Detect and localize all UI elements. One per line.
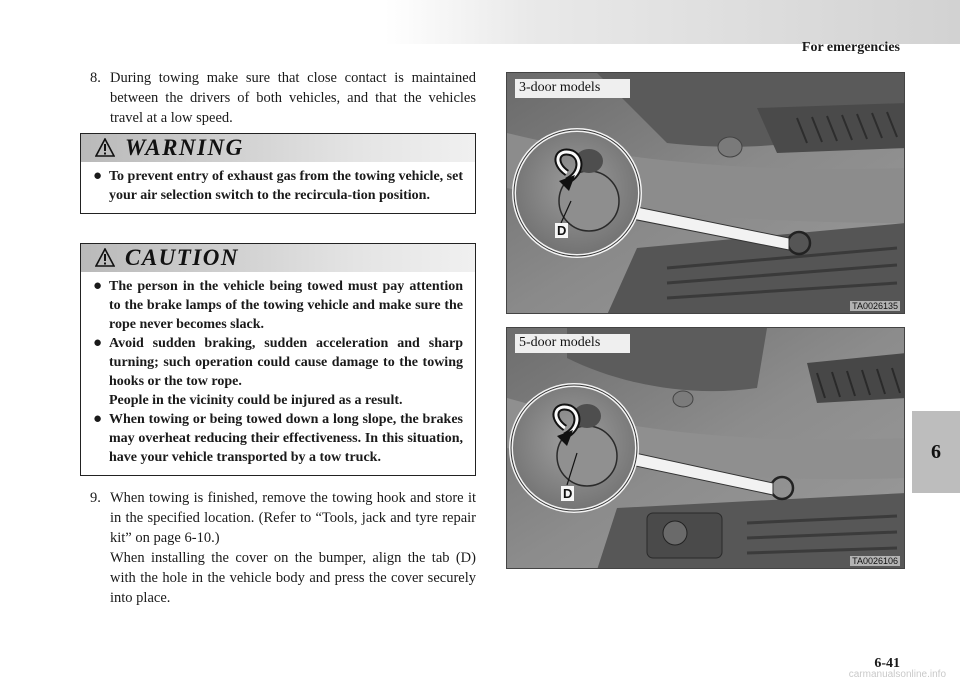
caution-box <box>80 243 476 476</box>
figure-code: TA0026106 <box>852 556 898 566</box>
callout-d: D <box>557 223 567 238</box>
bullet-icon: ● <box>93 411 103 427</box>
caution-text-note: People in the vicinity could be injured as a result. <box>109 393 403 408</box>
step-number: 9. <box>90 490 101 506</box>
warning-bullet <box>93 167 463 205</box>
caution-bullet <box>93 334 463 410</box>
step-text: During towing make sure that close contact is maintained between the drivers of both vehicles, and that the vehicles travel at a low speed. <box>110 70 476 126</box>
bumper-illustration <box>507 328 905 569</box>
bullet-icon: ● <box>93 168 103 184</box>
callout-d: D <box>563 486 573 501</box>
warning-header <box>81 134 475 162</box>
chapter-tab: 6 <box>912 411 960 493</box>
header-band <box>385 0 960 44</box>
step-text-line1: When towing is finished, remove the towing hook and store it in the specified location. (Refer to “Tools, jack and tyre repair kit” on page 6-10.) <box>110 490 476 546</box>
caution-text-main: Avoid sudden braking, sudden acceleration and sharp turning; such operation could cause damage to the towing hooks or the tow rope. <box>109 336 463 389</box>
watermark: carmanualsonline.info <box>848 669 946 680</box>
figure-5-door <box>506 327 905 569</box>
caution-text: When towing or being towed down a long slope, the brakes may overheat reducing their effectiveness. In this situation, have your vehicle transported by a tow truck. <box>109 412 463 465</box>
bumper-illustration <box>507 73 905 314</box>
step-9 <box>90 488 476 608</box>
section-title: For emergencies <box>801 40 900 55</box>
caution-text: The person in the vehicle being towed must pay attention to the brake lamps of the towing vehicle and make sure the rope never becomes slack. <box>109 279 463 332</box>
step-text <box>90 488 476 608</box>
caution-text <box>109 334 463 410</box>
warning-body <box>81 162 475 213</box>
bullet-icon: ● <box>93 335 103 351</box>
caution-bullet <box>93 277 463 334</box>
figure-label: 3-door models <box>515 79 630 98</box>
step-number: 8. <box>90 70 101 86</box>
bullet-icon: ● <box>93 278 103 294</box>
caution-header <box>81 244 475 272</box>
figure-3-door <box>506 72 905 314</box>
caution-body <box>81 272 475 475</box>
caution-title: CAUTION <box>125 245 240 270</box>
warning-title: WARNING <box>125 135 244 160</box>
caution-bullet <box>93 410 463 467</box>
figure-code: TA0026135 <box>852 301 898 311</box>
warning-box <box>80 133 476 214</box>
step-text-line2: When installing the cover on the bumper, align the tab (D) with the hole in the vehicle body and press the cover securely into place. <box>110 550 476 606</box>
warning-triangle-icon <box>95 248 115 267</box>
warning-text: To prevent entry of exhaust gas from the towing vehicle, set your air selection switch to the recircula-tion position. <box>109 169 463 203</box>
page-number: 6-41 <box>874 656 900 671</box>
step-8 <box>90 68 476 128</box>
figure-label: 5-door models <box>515 334 630 353</box>
warning-triangle-icon <box>95 138 115 157</box>
